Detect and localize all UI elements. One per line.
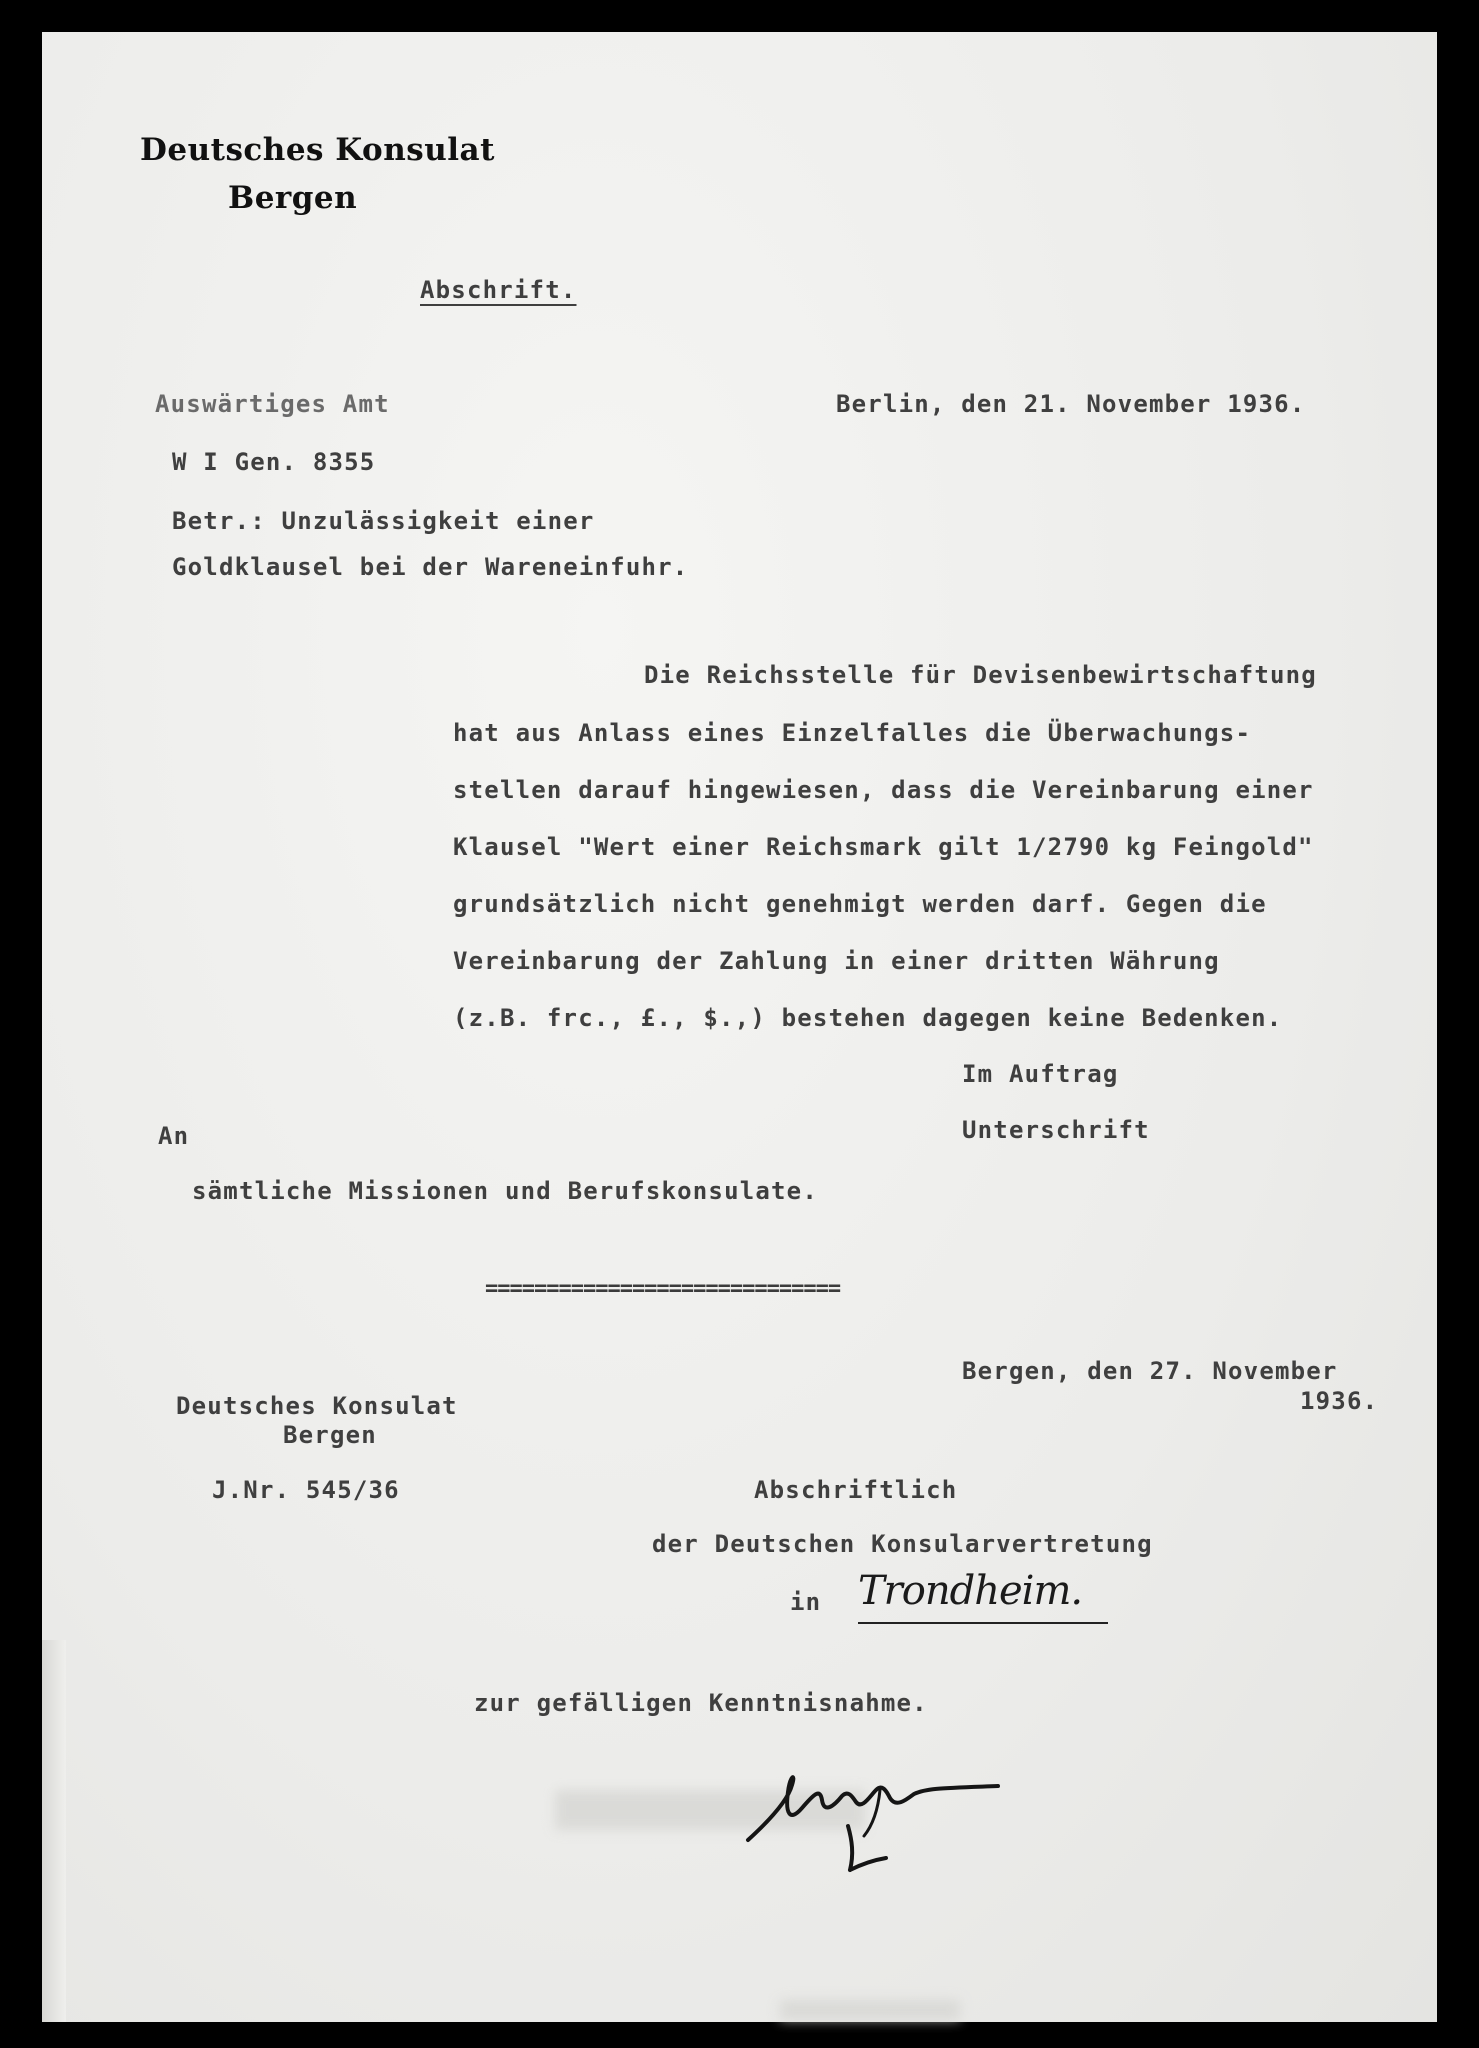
body-line-2: hat aus Anlass eines Einzelfalles die Überwachungs- bbox=[453, 719, 1252, 747]
forward-prefix: in bbox=[790, 1588, 822, 1616]
letterhead-line1: Deutsches Konsulat bbox=[140, 132, 495, 168]
handwritten-underline bbox=[858, 1622, 1108, 1624]
signature-mark bbox=[730, 1730, 1050, 1900]
separator-line: ============================= bbox=[485, 1276, 841, 1301]
second-place-date-line1: Bergen, den 27. November bbox=[962, 1357, 1338, 1385]
recipient: sämtliche Missionen und Berufskonsulate. bbox=[192, 1177, 818, 1205]
place-date: Berlin, den 21. November 1936. bbox=[836, 390, 1306, 418]
second-sender-line2: Bergen bbox=[283, 1421, 377, 1449]
faint-stamp-remnant-lower bbox=[780, 2000, 960, 2020]
body-line-4: Klausel "Wert einer Reichsmark gilt 1/2790 kg Feingold" bbox=[453, 833, 1314, 861]
forward-line1: Abschriftlich bbox=[754, 1476, 958, 1504]
purpose-line: zur gefälligen Kenntnisnahme. bbox=[474, 1689, 928, 1717]
second-place-date-line2: 1936. bbox=[1300, 1387, 1379, 1415]
letterhead-line2: Bergen bbox=[228, 180, 358, 216]
handwritten-place: Trondheim. bbox=[858, 1568, 1083, 1614]
forward-line2: der Deutschen Konsularvertretung bbox=[652, 1530, 1153, 1558]
body-line-3: stellen darauf hingewiesen, dass die Vereinbarung einer bbox=[453, 776, 1314, 804]
sender: Auswärtiges Amt bbox=[155, 390, 390, 418]
body-line-6: Vereinbarung der Zahlung in einer dritten Währung bbox=[453, 947, 1220, 975]
journal-number: J.Nr. 545/36 bbox=[212, 1476, 400, 1504]
subject-line2: Goldklausel bei der Wareneinfuhr. bbox=[172, 553, 689, 581]
second-sender-line1: Deutsches Konsulat bbox=[176, 1392, 458, 1420]
paper-fold bbox=[42, 1640, 66, 2022]
closing: Im Auftrag bbox=[962, 1060, 1119, 1088]
recipient-prefix: An bbox=[158, 1122, 190, 1150]
signature-note: Unterschrift bbox=[962, 1116, 1150, 1144]
body-line-5: grundsätzlich nicht genehmigt werden darf. Gegen die bbox=[453, 890, 1267, 918]
body-line-7: (z.B. frc., £., $.,) bestehen dagegen keine Bedenken. bbox=[453, 1004, 1283, 1032]
subject-line1: Betr.: Unzulässigkeit einer bbox=[172, 507, 595, 535]
doc-label: Abschrift. bbox=[420, 276, 577, 304]
reference-number: W I Gen. 8355 bbox=[172, 448, 376, 476]
body-line-1: Die Reichsstelle für Devisenbewirtschaftung bbox=[644, 661, 1317, 689]
